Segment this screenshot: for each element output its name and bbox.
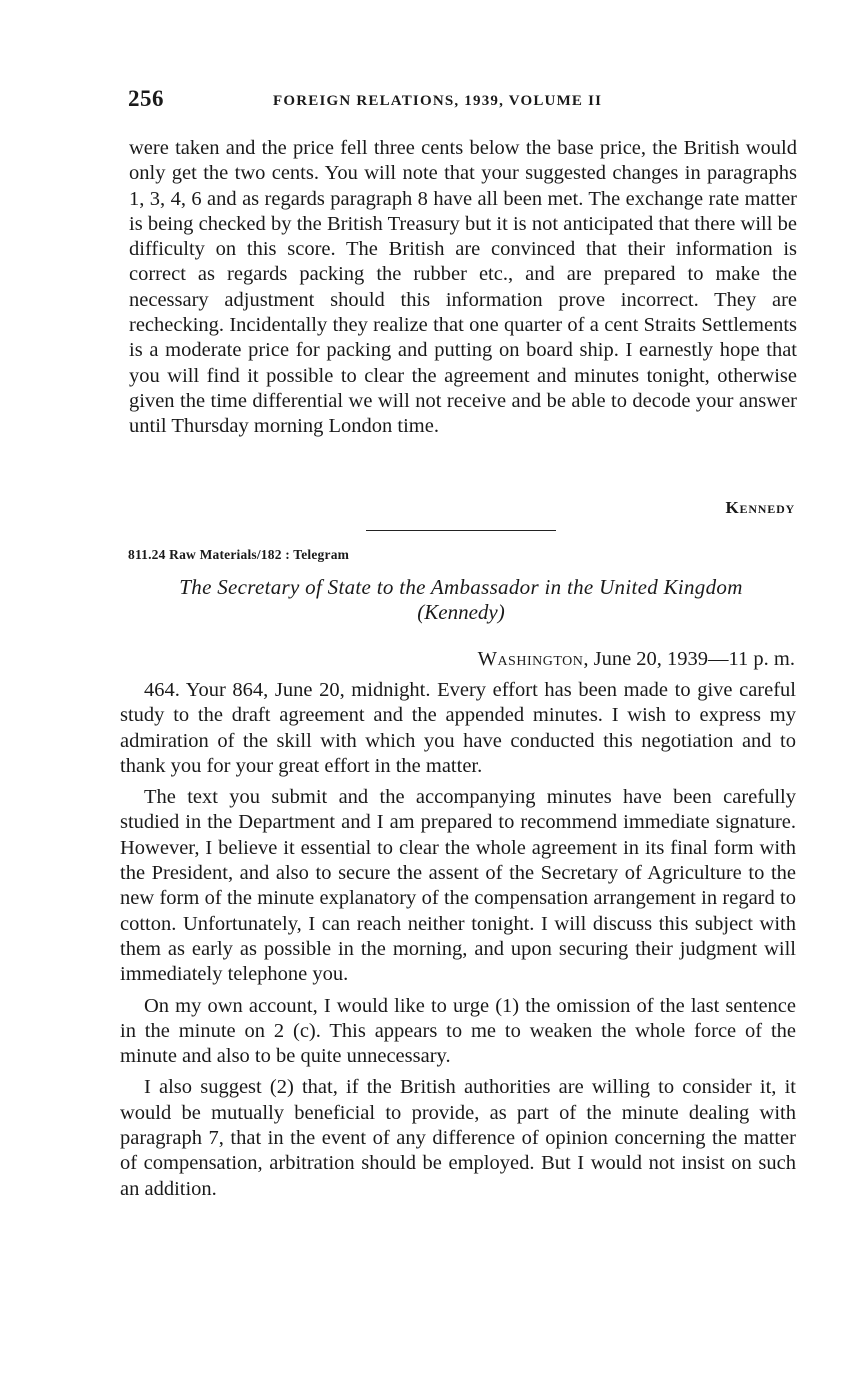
continued-paragraph: were taken and the price fell three cents below the base price, the British would only get the two cents. You will note that your suggested changes in paragraphs 1, 3, 4, 6 and as regards paragraph 8 have all been met. The exchange rate matter is being checked by the British Treasury but it is not anticipated that there will be difficulty on this score. The British are convinced that their information is correct as regards packing the rubber etc., and are prepared to make the necessary adjustment should this information prove incorrect. They are rechecking. Incidentally they realize that one quarter of a cent Straits Settlements is a moderate price for packing and putting on board ship. I earnestly hope that you will find it possible to clear the agreement and minutes tonight, otherwise given the time differential we will not receive and be able to decode your answer until Thursday morning London time. — [129, 137, 797, 438]
paragraph: I also suggest (2) that, if the British authorities are willing to consider it, it would be mutually beneficial to provide, as part of the minute dealing with paragraph 7, that in the event of any difference of opinion concerning the matter of compensation, arbitration should be employed. But I would not insist on such an addition. — [120, 1076, 796, 1200]
running-head: FOREIGN RELATIONS, 1939, VOLUME II — [273, 93, 603, 109]
paragraph: On my own account, I would like to urge (1) the omission of the last sentence in the minute on 2 (c). This appears to me to weaken the whole force of the minute and also to be quite unnecessary. — [120, 994, 796, 1068]
file-reference: 811.24 Raw Materials/182 : Telegram — [128, 547, 350, 562]
telegram-body — [120, 678, 796, 1208]
section-divider — [366, 530, 556, 531]
dateline — [478, 648, 795, 671]
page-number: 256 — [128, 86, 164, 111]
document-title: The Secretary of State to the Ambassador in the United Kingdom — [179, 575, 743, 599]
dateline-date: , June 20, 1939—11 p. m. — [583, 648, 795, 670]
paragraph: The text you submit and the accompanying minutes have been carefully studied in the Department and I am prepared to recommend immediate signature. However, I believe it essential to clear the whole agreement in its final form with the President, and also to secure the assent of the Secretary of Agriculture to the new form of the minute explanatory of the compensation arrangement in regard to cotton. Unfortunately, I can reach neither tonight. I will discuss this subject with them as early as possible in the morning, and upon securing their judgment will immediately telephone you. — [120, 786, 796, 986]
dateline-place: Washington — [477, 648, 584, 670]
paragraph: 464. Your 864, June 20, midnight. Every effort has been made to give careful study to the draft agreement and the appended minutes. I wish to express my admiration of the skill with which you have conducted this negotiation and to thank you for your great effort in the matter. — [120, 679, 796, 777]
document-title-recipient: (Kennedy) — [417, 600, 505, 624]
page-header — [128, 86, 668, 122]
signature: Kennedy — [725, 498, 795, 517]
